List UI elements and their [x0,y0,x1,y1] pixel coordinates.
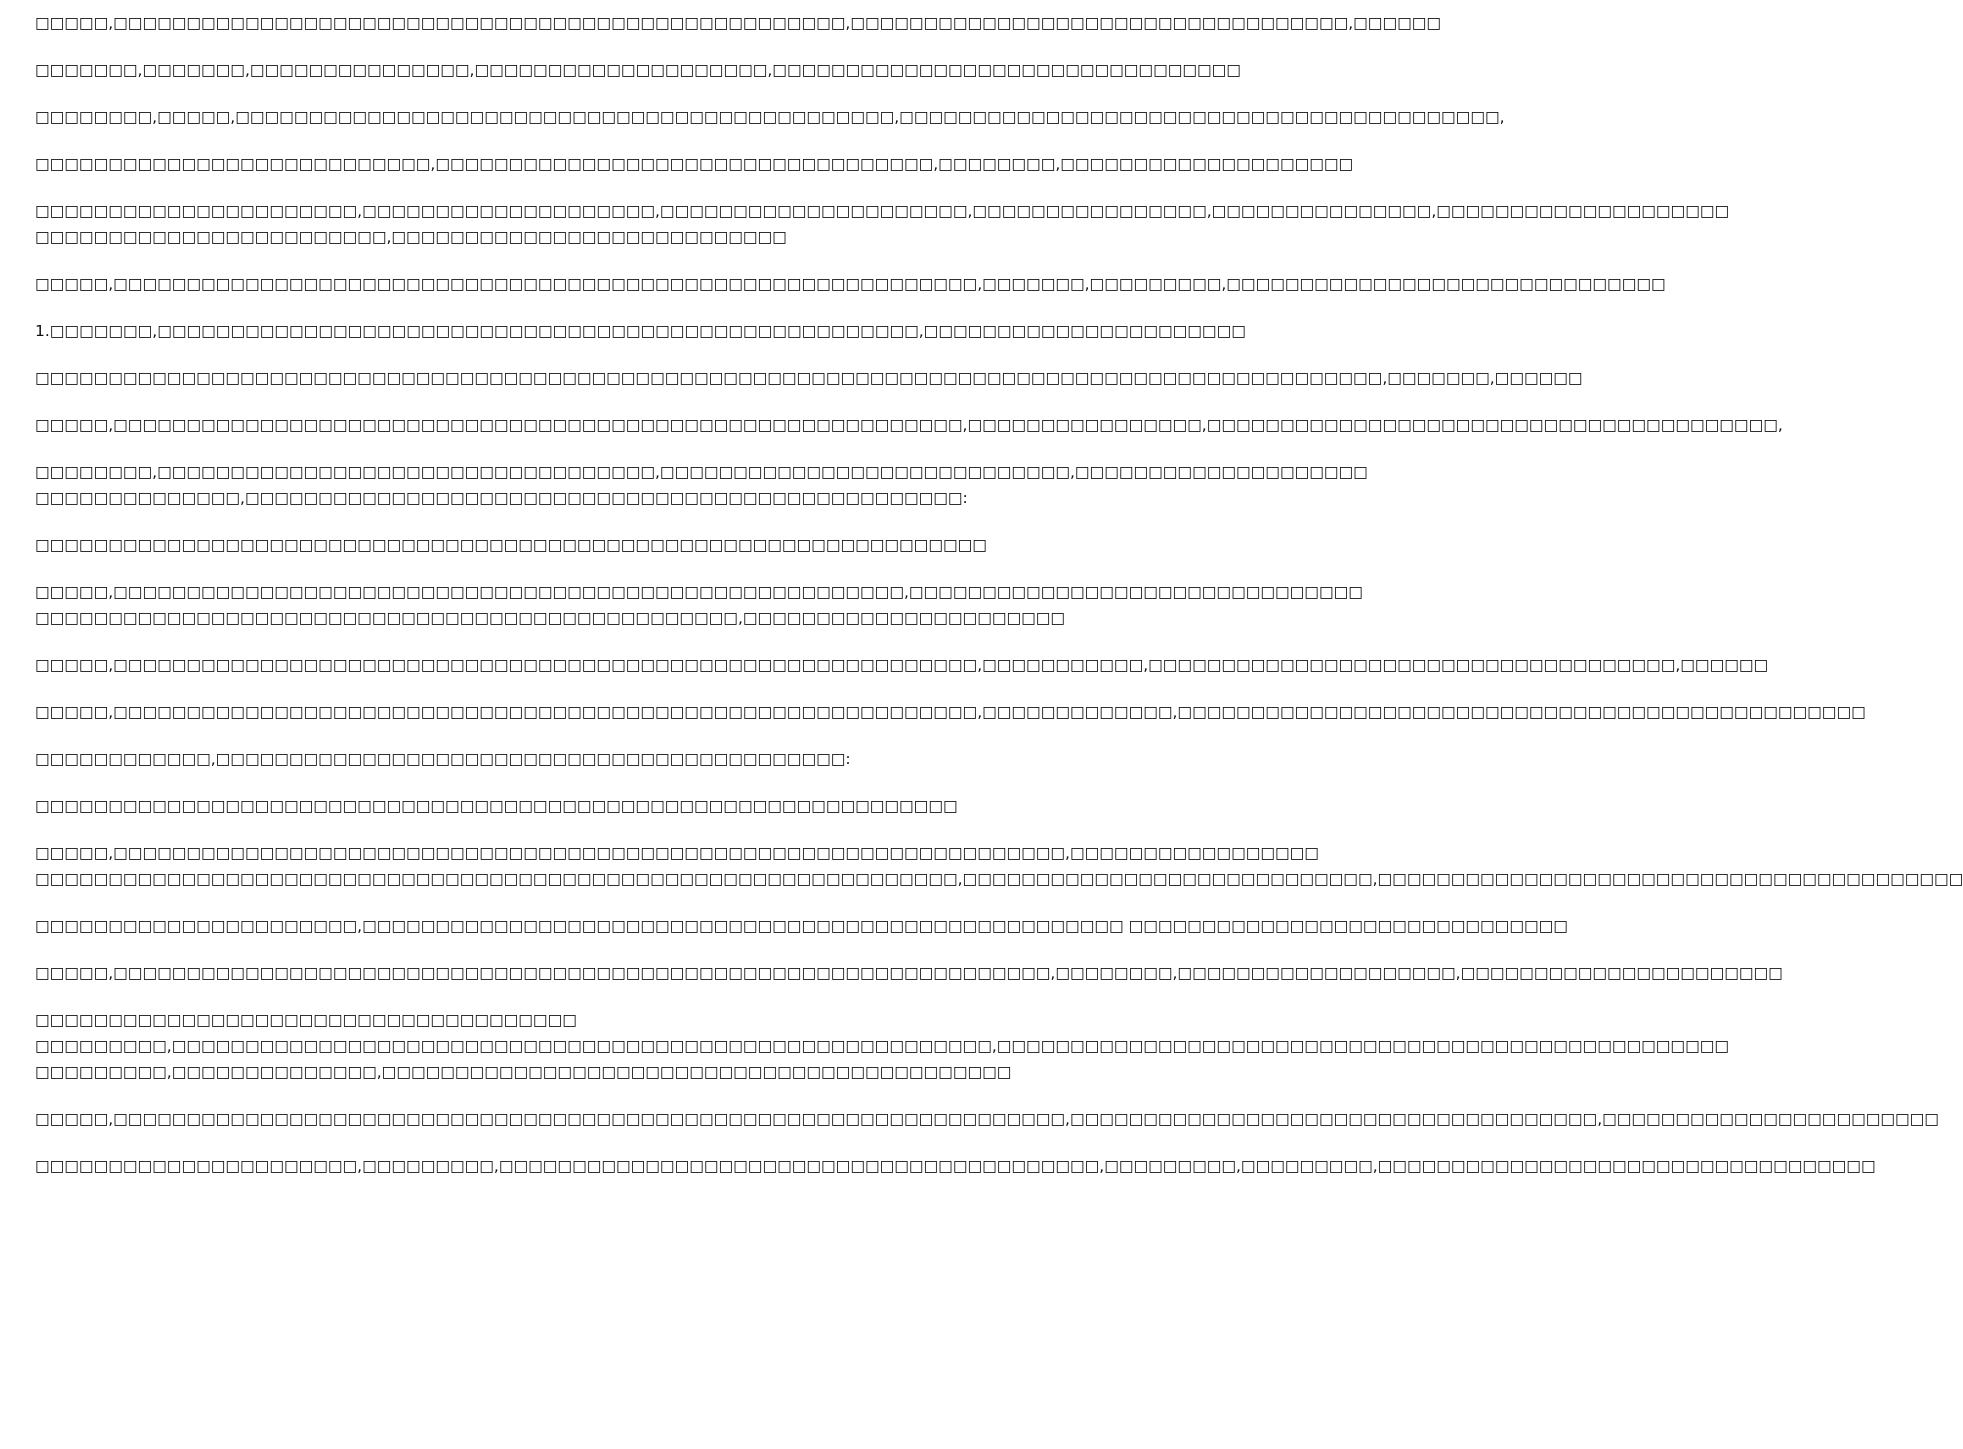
paragraph-22 [35,1153,1876,1179]
text-line: □□□□□□□□□,□□□□□□□□□□□□□□□□□□□□□□□□□□□□□□□□□□□□□□□□□□□□□□□□□□□□□□□□,□□□□□□□□□□□□□□□□□□□□□□□□□□□□□□□□□□□□□□□□□□□□□□□□□□ [35,1037,1730,1055]
paragraph-4 [35,151,1354,177]
paragraph-5 [35,198,1730,250]
paragraph-17 [35,840,1963,892]
paragraph-7 [35,318,1246,344]
text-line: □□□□□,□□□□□□□□□□□□□□□□□□□□□□□□□□□□□□□□□□□□□□□□□□□□□□□□□□□□□□□□□□□,□□□□□□□□□□□,□□□□□□□□□□□□□□□□□□□□□□□□□□□□□□□□□□□□,□□□□□□ [35,656,1769,674]
paragraph-18 [35,913,1568,939]
text-line: □□□□□,□□□□□□□□□□□□□□□□□□□□□□□□□□□□□□□□□□□□□□□□□□□□□□□□□□□□□□□□□□□□□□□□□,□□□□□□□□□□□□□□□□□□□□□□□□□□□□□□□□□□□□,□□□□□□□□□□□□□□□□□□□□□□□ [35,1110,1939,1128]
text-line: □□□□□□□□□□□□□□□□□□□□□□□□,□□□□□□□□□□□□□□□□□□□□□□□□□□□ [35,228,787,246]
paragraph-21 [35,1106,1939,1132]
paragraph-9 [35,412,1783,438]
text-line: □□□□□,□□□□□□□□□□□□□□□□□□□□□□□□□□□□□□□□□□□□□□□□□□□□□□□□□□□□□□,□□□□□□□□□□□□□□□□□□□□□□□□□□□□□□□ [35,583,1363,601]
text-line: □□□□□□□□□□□□□□□□□□□□□□,□□□□□□□□□□□□□□□□□□□□□□□□□□□□□□□□□□□□□□□□□□□□□□□□□□□□ □□□□□□□□□□□□□□□□□□□□□□□□□□□□□□ [35,917,1568,935]
text-line: □□□□□,□□□□□□□□□□□□□□□□□□□□□□□□□□□□□□□□□□□□□□□□□□□□□□□□□□□□□□□□□□□,□□□□□□□□□□□□□,□□□□□□□□□□□□□□□□□□□□□□□□□□□□□□□□□□□□□□□□□□□□□□□ [35,703,1866,721]
text-line: □□□□□□□□□□□□□□□□□□□□□□,□□□□□□□□□□□□□□□□□□□□,□□□□□□□□□□□□□□□□□□□□□,□□□□□□□□□□□□□□□□,□□□□□□□□□□□□□□□,□□□□□□□□□□□□□□□□□□□□ [35,202,1730,220]
paragraph-12 [35,579,1363,631]
text-line: □□□□□,□□□□□□□□□□□□□□□□□□□□□□□□□□□□□□□□□□□□□□□□□□□□□□□□□□□□□□□□□□□□□□□□□,□□□□□□□□□□□□□□□□□ [35,844,1319,862]
document-body [35,10,1963,1200]
text-line: □□□□□□□,□□□□□□□,□□□□□□□□□□□□□□□,□□□□□□□□□□□□□□□□□□□□,□□□□□□□□□□□□□□□□□□□□□□□□□□□□□□□□ [35,61,1241,79]
text-line: □□□□□□□□□□□□,□□□□□□□□□□□□□□□□□□□□□□□□□□□□□□□□□□□□□□□□□□□: [35,750,851,768]
text-line: □□□□□,□□□□□□□□□□□□□□□□□□□□□□□□□□□□□□□□□□□□□□□□□□□□□□□□□□□□□□□□□□□,□□□□□□□,□□□□□□□□□,□□□□□□□□□□□□□□□□□□□□□□□□□□□□□□ [35,275,1666,293]
paragraph-10 [35,459,1368,511]
text-line: □□□□□□□□,□□□□□□□□□□□□□□□□□□□□□□□□□□□□□□□□□□,□□□□□□□□□□□□□□□□□□□□□□□□□□□□,□□□□□□□□□□□□□□□□□□□□ [35,463,1368,481]
text-line: □□□□□,□□□□□□□□□□□□□□□□□□□□□□□□□□□□□□□□□□□□□□□□□□□□□□□□□□□□□□□□□□□□□□□□,□□□□□□□□,□□□□□□□□□□□□□□□□□□□,□□□□□□□□□□□□□□□□□□□□□□ [35,964,1783,982]
text-line: □□□□□□□□□□□□□□□□□□□□□□□□□□□□□□□□□□□□□□□□□□□□□□□□□□□□□□□□□□□□□□□□□ [35,536,987,554]
text-line: □□□□□□□□□□□□□□□□□□□□□□□□□□□□□□□□□□□□□ [35,1011,577,1029]
text-line: □□□□□,□□□□□□□□□□□□□□□□□□□□□□□□□□□□□□□□□□□□□□□□□□□□□□□□□□□□□□□□□□,□□□□□□□□□□□□□□□□,□□□□□□□□□□□□□□□□□□□□□□□□□□□□□□□□□□□□□□□, [35,416,1783,434]
paragraph-8 [35,365,1583,391]
paragraph-19 [35,960,1783,986]
text-line: 1.□□□□□□□,□□□□□□□□□□□□□□□□□□□□□□□□□□□□□□□□□□□□□□□□□□□□□□□□□□□□,□□□□□□□□□□□□□□□□□□□□□□ [35,322,1246,340]
text-line: □□□□□□□□□,□□□□□□□□□□□□□□,□□□□□□□□□□□□□□□□□□□□□□□□□□□□□□□□□□□□□□□□□□□ [35,1063,1012,1081]
paragraph-13 [35,652,1769,678]
text-line: □□□□□,□□□□□□□□□□□□□□□□□□□□□□□□□□□□□□□□□□□□□□□□□□□□□□□□□□,□□□□□□□□□□□□□□□□□□□□□□□□□□□□□□□□□□,□□□□□□ [35,14,1442,32]
paragraph-16 [35,793,990,819]
paragraph-3 [35,104,1505,130]
paragraph-14 [35,699,1866,725]
text-line: □□□□□□□□□□□□□□□□□□□□□□□□□□□,□□□□□□□□□□□□□□□□□□□□□□□□□□□□□□□□□□,□□□□□□□□,□□□□□□□□□□□□□□□□□□□□ [35,155,1354,173]
text-line: □□□□□□□□,□□□□□,□□□□□□□□□□□□□□□□□□□□□□□□□□□□□□□□□□□□□□□□□□□□□,□□□□□□□□□□□□□□□□□□□□□□□□□□□□□□□□□□□□□□□□□, [35,108,1505,126]
text-line: □□□□□□□□□□□□□□□□□□□□□□□□□□□□□□□□□□□□□□□□□□□□□□□□□□□□□□□□□□□□□□□,□□□□□□□□□□□□□□□□□□□□□□□□□□□□,□□□□□□□□□□□□□□□□□□□□□□□□□□□□□□□□□□□□□□□□ [35,870,1963,888]
paragraph-11 [35,532,990,558]
paragraph-2 [35,57,1241,83]
paragraph-15 [35,746,990,772]
text-line: □□□□□□□□□□□□□□□□□□□□□□□□□□□□□□□□□□□□□□□□□□□□□□□□□□□□□□□□□□□□□□□□□□□□□□□□□□□□□□□□□□□□□□□□□□□□,□□□□□□□,□□□□□□ [35,369,1583,387]
paragraph-20 [35,1007,1730,1085]
paragraph-1 [35,10,1442,36]
text-line: □□□□□□□□□□□□□□□□□□□□□□□□□□□□□□□□□□□□□□□□□□□□□□□□,□□□□□□□□□□□□□□□□□□□□□□ [35,609,1066,627]
text-line: □□□□□□□□□□□□□□,□□□□□□□□□□□□□□□□□□□□□□□□□□□□□□□□□□□□□□□□□□□□□□□□□: [35,489,968,507]
text-line: □□□□□□□□□□□□□□□□□□□□□□□□□□□□□□□□□□□□□□□□□□□□□□□□□□□□□□□□□□□□□□□ [35,797,958,815]
paragraph-6 [35,271,1666,297]
text-line: □□□□□□□□□□□□□□□□□□□□□□,□□□□□□□□□,□□□□□□□□□□□□□□□□□□□□□□□□□□□□□□□□□□□□□□□□□,□□□□□□□□□,□□□□□□□□□,□□□□□□□□□□□□□□□□□□□□□□□□□□□□□□□□□□ [35,1157,1876,1175]
